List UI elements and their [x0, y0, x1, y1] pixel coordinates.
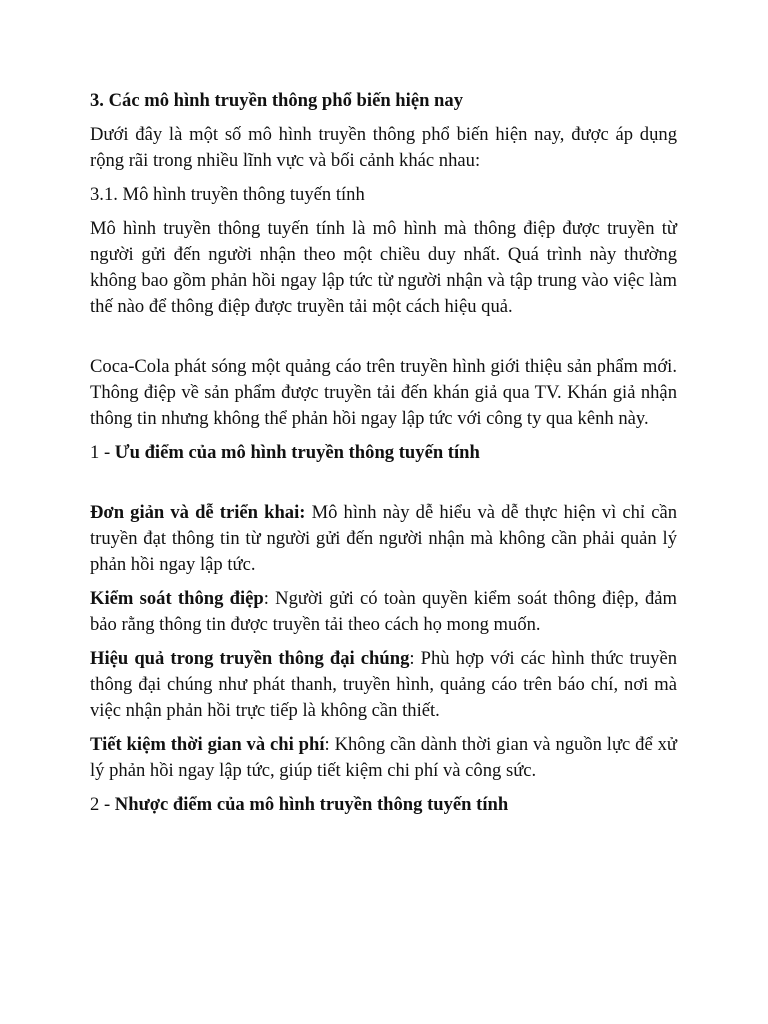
advantage-text: : Không cần dành thời gian và nguồn lực để xử lý phản hồi ngay lập tức, giúp tiết kiệm chi phí và công sức.: [90, 734, 677, 781]
intro-paragraph: Dưới đây là một số mô hình truyền thông phổ biến hiện nay, được áp dụng rộng rãi trong nhiều lĩnh vực và bối cảnh khác nhau:: [90, 124, 677, 171]
advantage-item: [90, 646, 677, 724]
example-paragraph: Coca-Cola phát sóng một quảng cáo trên truyền hình giới thiệu sản phẩm mới. Thông điệp về sản phẩm được truyền tải đến khán giả qua TV. Khán giả nhận thông tin nhưng không thể phản hồi ngay lập tức với công ty qua kênh này.: [90, 356, 677, 429]
advantage-term: Kiểm soát thông điệp: [90, 588, 264, 609]
advantage-item: [90, 500, 677, 578]
advantage-item: [90, 586, 677, 638]
document-page: [90, 88, 677, 818]
advantage-item: [90, 732, 677, 784]
advantages-heading-title: Ưu điểm của mô hình truyền thông tuyến tính: [114, 442, 480, 463]
advantage-text: : Người gửi có toàn quyền kiểm soát thông điệp, đảm bảo rằng thông tin được truyền tải theo cách họ mong muốn.: [90, 588, 678, 635]
disadvantages-heading-prefix: 2 -: [90, 794, 115, 815]
subsection-heading: 3.1. Mô hình truyền thông tuyến tính: [90, 184, 365, 205]
advantages-heading: [90, 440, 677, 466]
disadvantages-heading-title: Nhược điểm của mô hình truyền thông tuyến tính: [114, 794, 509, 815]
advantage-text: Mô hình này dễ hiểu và dễ thực hiện vì chỉ cần truyền đạt thông tin từ người gửi đến người nhận mà không cần phải quản lý phản hồi ngay lập tức.: [90, 502, 678, 575]
section-heading: 3. Các mô hình truyền thông phổ biến hiện nay: [90, 90, 463, 111]
linear-model-paragraph: Mô hình truyền thông tuyến tính là mô hình mà thông điệp được truyền từ người gửi đến người nhận theo một chiều duy nhất. Quá trình này thường không bao gồm phản hồi ngay lập tức từ người nhận và tập trung vào việc làm thế nào để thông điệp được truyền tải một cách hiệu quả.: [90, 218, 677, 317]
advantage-term: Đơn giản và dễ triển khai:: [90, 502, 306, 523]
advantage-term: Tiết kiệm thời gian và chi phí: [90, 734, 325, 755]
disadvantages-heading: [90, 792, 677, 818]
advantage-term: Hiệu quả trong truyền thông đại chúng: [90, 648, 410, 669]
advantages-heading-prefix: 1 -: [90, 442, 115, 463]
advantage-text: : Phù hợp với các hình thức truyền thông đại chúng như phát thanh, truyền hình, quảng cáo trên báo chí, nơi mà việc nhận phản hồi trực tiếp là không cần thiết.: [90, 648, 678, 721]
